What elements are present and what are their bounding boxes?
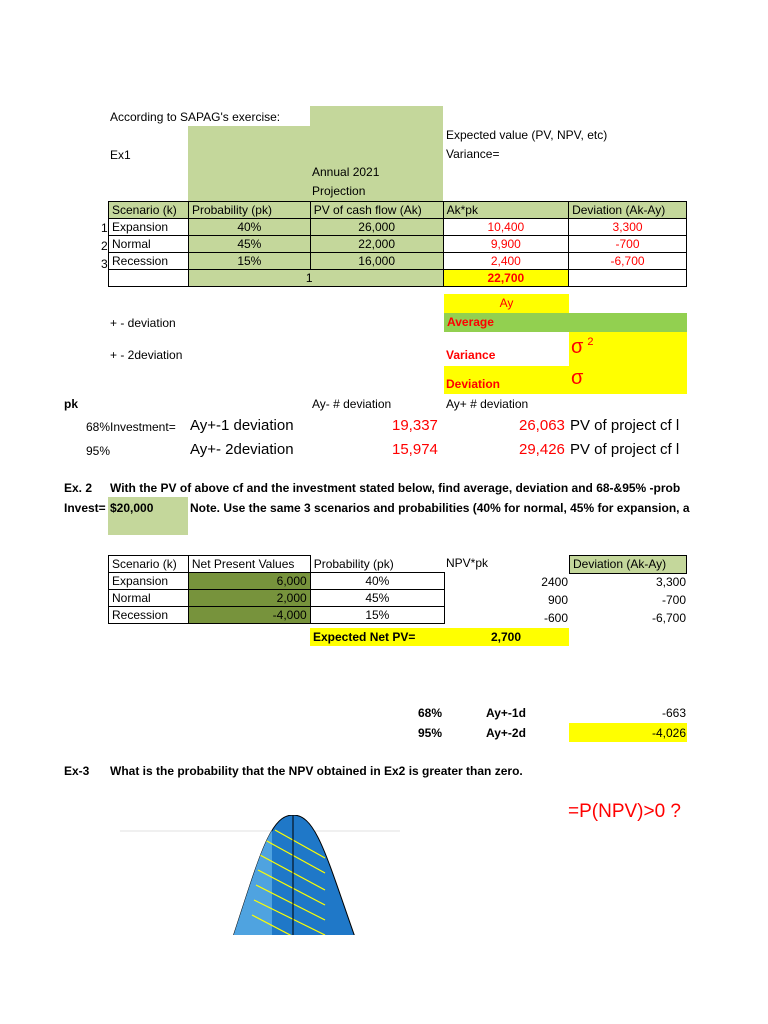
invest-value: $20,000 [110,501,154,515]
probability-cell: 15% [188,253,310,270]
probability-cell: 15% [310,607,444,624]
pv-cell: 26,000 [310,219,443,236]
deviation-cell: 3,300 [569,219,687,236]
pk-label: pk [64,397,79,411]
variance-label: Variance [446,348,496,362]
intro-text: According to SAPAG's exercise: [110,110,281,124]
probability-cell: 45% [188,236,310,253]
ex1-header-row [109,202,687,219]
investment-label: Investment= [110,420,176,434]
ay2-tail: PV of project cf l [570,441,680,458]
ay2-label: Ay+- 2deviation [190,441,294,458]
deviation-cell: -700 [661,593,686,607]
col-header-probability: Probability (pk) [188,202,310,219]
col-header-npvpk: NPV*pk [446,556,489,570]
ay1-high: 26,063 [519,417,565,434]
scenario-cell: Recession [109,253,189,270]
ay1-tail: PV of project cf l [570,417,680,434]
dev2-label: + - 2deviation [110,348,183,362]
ex2-label: Ex. 2 [64,481,93,495]
table-row [109,219,687,236]
akpk-cell: 9,900 [443,236,568,253]
deviation-cell: -6,700 [569,253,687,270]
table-row [109,253,687,270]
ay-cell [444,294,569,313]
sigma-squared [571,336,593,359]
npv-cell: 6,000 [188,573,310,590]
ex1-table [108,201,687,287]
ay2d-label: Ay+-2d [486,726,526,740]
table-row [109,573,445,590]
row-number: 3 [101,257,108,271]
akpk-cell: 2,400 [443,253,568,270]
empty-cell [569,270,687,287]
npvpk-cell: -600 [543,611,568,625]
col-header-deviation: Deviation (Ak-Ay) [573,557,667,571]
ay1d-value: -663 [661,706,686,720]
ex3-label: Ex-3 [64,764,90,778]
table-row [109,607,445,624]
pct68-label: 68% [418,706,443,720]
totals-row [109,270,687,287]
npvpk-cell: 900 [547,593,568,607]
col-header-akpk: Ak*pk [443,202,568,219]
scenario-cell: Recession [109,607,189,624]
sigma2-symbol: σ [571,336,584,358]
ex2-header-row [109,556,445,573]
probability-cell: 40% [310,573,444,590]
dev1-label: + - deviation [110,316,176,330]
ay1-low: 19,337 [392,417,438,434]
pct68-label: 68% [86,420,111,434]
probability-total: 1 [188,270,443,287]
table-row [109,590,445,607]
pv-cell: 16,000 [310,253,443,270]
npvpk-cell: 2400 [541,575,568,589]
expected-npv-label: Expected Net PV= [313,630,416,644]
ex1-label: Ex1 [110,148,131,162]
expected-npv-value: 2,700 [491,630,522,644]
ay2-low: 15,974 [392,441,438,458]
probability-cell: 45% [310,590,444,607]
sigma-symbol: σ [571,367,584,389]
row-number: 2 [101,239,108,253]
col-header-scenario: Scenario (k) [109,556,189,573]
npv-cell: 2,000 [188,590,310,607]
minus-dev-label: Ay- # deviation [312,397,392,411]
scenario-cell: Expansion [109,573,189,590]
pct95-label: 95% [418,726,443,740]
ex2-question: With the PV of above cf and the investment stated below, find average, deviation and 68-&95% -prob [110,481,681,495]
ay1d-label: Ay+-1d [486,706,526,720]
probability-header-fill [188,126,310,202]
ay2-high: 29,426 [519,441,565,458]
average-label: Average [447,315,494,329]
table-row [109,236,687,253]
col-header-deviation: Deviation (Ak-Ay) [569,202,687,219]
ay1-label: Ay+-1 deviation [190,417,294,434]
pct95-label: 95% [86,444,111,458]
deviation-label: Deviation [446,377,501,391]
projection-line2: Projection [312,184,366,198]
sigma2-sup: 2 [587,336,594,349]
col-header-scenario: Scenario (k) [109,202,189,219]
col-header-pv: PV of cash flow (Ak) [310,202,443,219]
ex3-question: What is the probability that the NPV obtained in Ex2 is greater than zero. [110,764,523,778]
ex2-table [108,555,445,624]
col-header-probability: Probability (pk) [313,556,394,571]
ex2-deviation-header [569,555,687,574]
row-number: 1 [101,221,108,235]
ay-label: Ay [499,296,514,310]
scenario-cell: Normal [109,236,189,253]
probability-formula: =P(NPV)>0 ? [568,801,681,822]
average-cell [444,313,687,332]
variance-note: Variance= [446,147,500,161]
ex2-note: Note. Use the same 3 scenarios and probabilities (40% for normal, 45% for expansion, a [190,501,690,515]
col-header-npv: Net Present Values [188,556,310,573]
normal-curve-icon [110,815,410,935]
empty-cell [109,270,189,287]
scenario-cell: Expansion [109,219,189,236]
probability-cell: 40% [188,219,310,236]
pv-cell: 22,000 [310,236,443,253]
expected-value-note: Expected value (PV, NPV, etc) [446,128,608,142]
invest-label: Invest= [64,501,106,515]
ay2d-value: -4,026 [651,726,686,740]
akpk-total: 22,700 [443,270,568,287]
deviation-cell: 3,300 [655,575,686,589]
akpk-cell: 10,400 [443,219,568,236]
npv-cell: -4,000 [188,607,310,624]
scenario-cell: Normal [109,590,189,607]
deviation-cell: -700 [569,236,687,253]
projection-line1: Annual 2021 [312,165,380,179]
plus-dev-label: Ay+ # deviation [446,397,529,411]
deviation-cell: -6,700 [651,611,686,625]
